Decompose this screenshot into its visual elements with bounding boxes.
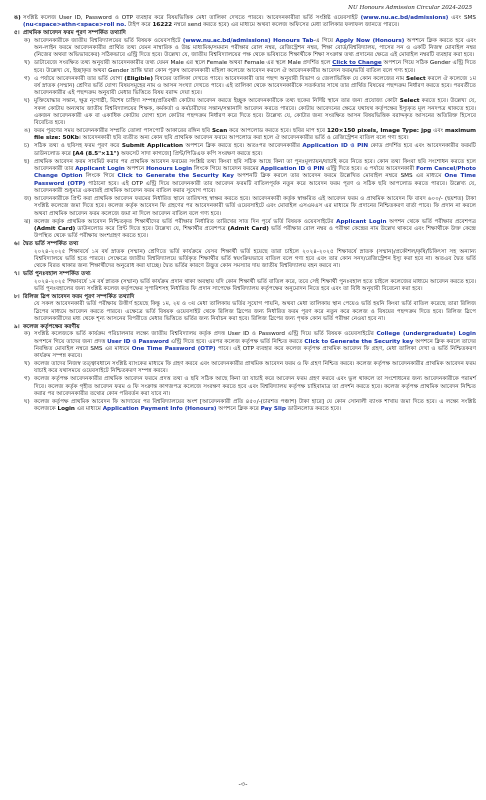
paragraph: [14, 143, 476, 158]
text-run: কলেজ তাদের নিজস্ব তত্ত্বাবধানে সংশ্লিষ্ট ব্যাংকের মাধ্যমে ফি গ্রহণ করবে এবং আবেদনকারীর প্রাথমিক আবেদন ফরম ও ফি গ্রহণ নিশ্চিত করবে। কলেজ কর্তৃপক্ষ আবেদনকারীর প্রাথমিক আবেদন ফরম যাচাই করে যথাসময়ে ওয়েবসাইটে নিশ্চিতকরণ সম্পন্ন করবে।: [34, 361, 476, 375]
text-run: ডাটাবেজে সংরক্ষিত তথ্য অনুযায়ী আবেদনকারীর তথ্য যেমন Male এর স্থলে Female অথবা Female এর স্থলে Male প্রদর্শিত হলে: [34, 60, 333, 67]
highlight-text: Apply Now (Honours): [335, 37, 405, 44]
item-number: ৯।: [14, 323, 20, 330]
text-run: লিংকে গিয়ে: [82, 173, 118, 180]
highlight-text: Application ID ও PIN: [260, 166, 325, 173]
text-run: অপশনে ক্লিক করতে হবে এবং অন-লাইন ফরমে আবেদনকারীর প্রার্থিত তথ্য যেমন নাম্বারিক ও উচ্চ মাধ্যমিক/সমমান পরীক্ষার রোল নম্বর, রেজিস্ট্রেশন নম্বর, শিক্ষা বোর্ড/বিশ্ববিদ্যালয়, পাসের সন ও একটি নিজস্ব মোবাইল নম্বর (নিজের অথবা অভিভাবকের) সঠিকভাবে এন্ট্রি দিতে হবে। উল্লেখ্য যে, জাতীয় বিশ্ববিদ্যালয়ের পক্ষ থেকে ভবিষ্যতে শিক্ষার্থীকে শিক্ষা সংক্রান্ত তথ্য প্রদানের ক্ষেত্রে এই মোবাইল নম্বরটি ব্যবহার করা হবে।: [34, 37, 476, 59]
section-heading: [14, 241, 476, 248]
paragraph: [14, 60, 476, 75]
item-number: ঙ): [24, 128, 31, 135]
paragraph: [14, 15, 476, 30]
paragraph: [14, 361, 476, 376]
item-number: গ): [24, 75, 30, 82]
paragraph: [14, 301, 476, 323]
document-body: [14, 15, 476, 414]
bold-text: maximum file size: 50Kb: [34, 128, 476, 142]
item-number: ৫।: [14, 30, 20, 37]
text-run: দ্বৈত ভর্তি সম্পর্কিত তথ্য: [23, 241, 79, 248]
text-run: সংশ্লিষ্ট কলেজ User ID, Password ও OTP ব্যবহার করে বিষয়ভিত্তিক মেধা তালিকা দেখতে পারবে। আবেদনকারীরা ভর্তি সংশ্লিষ্ট ওয়েবসাইট: [23, 15, 361, 21]
text-run: প্রাথমিক আবেদন ফরম সাবমিট করার পর প্রাথমিক আবেদন ফরমের সংশ্লিষ্ট তথ্য কিংবা ছবি সঠিক আছে কিনা তা পুনঃমূল্যায়ন/যাচাই করে নিতে হবে। কোন তথ্য কিংবা ছবি সংশোধন করতে হলে আবেদনকারী তার: [34, 158, 476, 173]
text-run: টাইপ করে: [126, 22, 153, 29]
highlight-text: Honours Login: [146, 166, 193, 173]
text-run: কলেজ কর্তৃপক্ষের করণীয়: [23, 323, 80, 330]
bold-text: (Admit Card): [227, 225, 269, 232]
text-run: এন্ট্রি দিতে হবে। এ পর্যায়ে আবেদনকারী: [324, 166, 417, 173]
paragraph: [14, 399, 476, 414]
highlight-text: Pay Slip: [260, 406, 286, 413]
text-run: অপশন থেকে ভর্তি পরীক্ষার প্রবেশপত্র: [386, 218, 476, 225]
highlight-text: One Time Password (OTP): [34, 173, 476, 187]
text-run: ভর্তি পরীক্ষার রোল নম্বর ও পরীক্ষা কেন্দ্রের নাম উল্লেখ থাকবে এবং শিক্ষার্থীকে উক্ত কেন্দ্রে উপস্থিত থেকে ভর্তি পরীক্ষায় অংশগ্রহণ করতে হবে।: [34, 225, 476, 240]
bold-text: 120×150 pixels, Image Type: jpg: [326, 128, 432, 135]
item-number: চ): [24, 143, 30, 150]
text-run: লিংকে গিয়ে আবেদন ফরমের: [192, 166, 261, 173]
bold-text: Select: [406, 75, 426, 82]
highlight-text: (www.nu.ac.bd/admissions): [360, 15, 449, 21]
highlight-text: Applicant Login: [336, 218, 387, 225]
highlight-text: Click to Generate the Security key: [304, 338, 414, 345]
text-run: নম্বরে send করতে হবে) এর মাধ্যমে অথবা কলেজ অফিসের মেধা তালিকার ফলাফল জানতে পারবে।: [172, 22, 400, 29]
paragraph: [14, 76, 476, 98]
item-number: ক): [24, 37, 31, 44]
highlight-text: (nu<space>athn<space>roll no.: [23, 22, 127, 29]
item-number: ৬।: [14, 241, 20, 248]
text-run: বিষয়ের তালিকা দেখতে পাবে। আবেদনকারী তার পছন্দ অনুযায়ী বিভাগ ও জেলাভিত্তিক যে কোন কলেজের নাম: [152, 75, 407, 82]
text-run: অপশনে: [124, 166, 147, 173]
item-number: ঘ): [24, 399, 30, 406]
page-number: -৩-: [238, 780, 248, 788]
text-run: অপশনে গিয়ে সঠিক Gender এন্ট্রি দিতে হবে। উল্লেখ্য যে, ইচ্ছাকৃত অথবা Gender ভ্রান্তি দ্বারা কোন পুরুষ আবেদনকারী মহিলা কলেজে আবেদন করলে ঐ আবেদনকারীর আবেদন ফরম/ভর্তি বাতিল বলে গণ্য হবে।: [34, 60, 476, 74]
text-run: আবেদনকারীকে জাতীয় বিশ্ববিদ্যালয়ের ভর্তি বিষয়ক ওয়েবসাইটে: [34, 37, 183, 44]
bold-text: Login: [57, 406, 75, 413]
text-run: করতে হবে। উল্লেখ্য যে, সকল কোটায় অন্যথায় জাতীয় বিশ্ববিদ্যালয়ের শিক্ষক, কর্মকর্তা ও কর্মচারীদের সন্তান/সন্তানাদি আবেদন করতে পারবে। কোটায় আবেদনের ক্ষেত্রে যথাযথ কর্তৃপক্ষের ইস্যুকৃত মূল সনদপত্র থাকতে হবে। একজন আবেদনকারী এক বা একাধিক কোটায় যোগ্য হলে কোটার পছন্দক্রম নির্ধারণ করে দিতে হবে। উল্লেখ্য যে, কোটার জন্য সংরক্ষিত আসন বিষয়ভিত্তিক বরাদ্দকৃত আসনের অতিরিক্ত হিসেবে বিবেচিত হবে।: [34, 98, 476, 127]
text-run: এবং SMS: [448, 15, 476, 21]
text-run: অপশনে ক্লিক করে: [216, 406, 261, 413]
item-number: খ): [24, 60, 30, 67]
text-run: সংশ্লিষ্ট কলেজকে ভর্তি কার্যক্রম পরিচালনার লক্ষ্যে জাতীয় বিশ্ববিদ্যালয় কর্তৃক প্রদত্ত User ID ও Password এন্ট্রি দিয়ে ভর্তি বিষয়ক ওয়েবসাইটের: [34, 331, 377, 338]
paragraph: [14, 128, 476, 143]
running-header: NU Honours Admission Circular 2024-2025: [348, 5, 472, 11]
item-number: ঙ): [14, 15, 21, 21]
item-number: জ): [24, 196, 32, 202]
text-run: প্রাথমিক আবেদন ফরম পূরণ সম্পর্কিত তথ্যাদি: [23, 30, 126, 37]
text-run: -এ গিয়ে: [313, 37, 336, 44]
text-run: ভর্তি পুনঃবহাল সম্পর্কিত তথ্য: [23, 271, 91, 278]
text-run: অফসেট সাদা কাগজে] প্রিন্ট/পিডিএফ কপি সংরক্ষণ করতে হবে।: [119, 150, 263, 157]
text-run: পাবে। এই OTP ব্যবহার করে কলেজ কর্তৃপক্ষ প্রাথমিক আবেদন ফি গ্রহণ, মেধা তালিকা দেখা ও ভর্তি নিশ্চিতকরণ কার্যক্রম সম্পন্ন করবে।: [34, 345, 476, 360]
item-number: ক): [24, 331, 31, 338]
bold-text: 16222: [152, 22, 173, 29]
highlight-text: Form Cancel/Photo Change Option: [34, 166, 477, 180]
link-text[interactable]: Click to Change: [332, 60, 382, 67]
text-run: করে আপলোড করতে হবে। ছবির মাপ হবে: [227, 128, 327, 135]
paragraph: [14, 219, 476, 241]
text-run: কলেজ কর্তৃক প্রাথমিক আবেদন নিশ্চিতকৃত শিক্ষার্থীদের ভর্তি পরীক্ষার নির্ধারিত তারিখের সাত দিন পূর্বে ভর্তি বিষয়ক ওয়েবসাইটের: [34, 218, 337, 225]
text-run: কলেজ কর্তৃপক্ষ প্রাথমিক আবেদন ফি আদায়ের পর বিশ্ববিদ্যালয়ের অংশ [আবেদনকারী প্রতি ৪৫০/-(চারশত পঞ্চাশ) টাকা হারে] যে কোন সোনালী ব্যাংক শাখায় জমা দিতে হবে। এ লক্ষ্যে সংশ্লিষ্ট কলেজকে: [34, 399, 476, 413]
bold-text: (Admit Card): [34, 225, 76, 232]
text-run: ২০২৪-২০২৫ শিক্ষাবর্ষে ১ম বর্ষ স্নাতক (সম্মান) শ্রেণিতে ভর্তি কার্যক্রমে যেসব শিক্ষার্থী ভর্তি হয়েছে তারা চাইলে ২০২৪-২০২৫ শিক্ষাবর্ষে স্নাতক (সম্মান)/প্রকৌশল/কৃষি/চিকিৎসা সহ অন্যান্য বিশ্ববিদ্যালয়ে ভর্তি হতে পারবে। সেক্ষেত্রে জাতীয় বিশ্ববিদ্যালয়ে ভর্তিকৃত শিক্ষার্থীর ভর্তি স্বয়ংক্রিয়ভাবে বাতিল বলে গণ্য হবে এবং তার কোন সনদ/রেজিস্ট্রেশন ইস্যু করা হবে না। অতএব দ্বৈত ভর্তি থেকে বিরত থাকার জন্য শিক্ষার্থীদের অনুরোধ করা যাচ্ছে। দ্বৈত ভর্তির কারণে উদ্ভূত কোন সমস্যার দায় জাতীয় বিশ্ববিদ্যালয় বহন করবে না।: [34, 248, 476, 270]
text-run: যে সকল আবেদনকারী ভর্তি পরীক্ষায় উত্তীর্ণ হয়েছে কিন্তু ১ম, ২য় ও ৩য় মেধা তালিকায় ভর্তির সুযোগ পায়নি, অথবা মেধা তালিকায় স্থান পেয়েও ভর্তি হয়নি কিংবা ভর্তি বাতিল করেছে তারা রিলিজ স্লিপের মাধ্যমে আবেদন করতে পারবে। এক্ষেত্রে ভর্তি বিষয়ক ওয়েবসাইট থেকে রিলিজ স্লিপের জন্য নির্ধারিত ফরম পূরণ করে নতুন করে কলেজ ও বিষয়ের পছন্দক্রম দিতে হবে। রিলিজ স্লিপে আবেদনকারীদের মধ্য থেকে শূন্য আসনের বিপরীতে মেধার ভিত্তিতে ভর্তির জন্য নির্বাচন করা হবে। রিলিজ স্লিপের জন্য পৃথক কোন ভর্তি পরীক্ষা নেওয়া হবে না।: [34, 301, 476, 322]
bold-text: Select: [399, 98, 420, 105]
item-number: গ): [24, 376, 30, 383]
text-run: ডাউনলোড করতে হবে।: [285, 406, 342, 413]
text-run: ডাউনলোড করে প্রিন্ট দিতে হবে। উল্লেখ্য যে, শিক্ষার্থীর প্রবেশপত্র: [75, 225, 228, 232]
item-number: খ): [24, 361, 30, 368]
text-run: এর মাধ্যমে: [74, 406, 103, 413]
paragraph: [14, 279, 476, 294]
highlight-text: (www.nu.ac.bd/admissions) Honours Tab: [182, 37, 314, 44]
highlight-text: One Time Password (OTP): [131, 345, 216, 352]
paragraph: [14, 249, 476, 271]
text-run: এবং: [431, 128, 445, 135]
highlight-text: College (undergraduate) Login: [376, 331, 476, 338]
text-run: । আবেদনকারী ছবি ব্যতীত অন্য কোন ছবি প্রাথমিক আবেদন ফরমে আপলোড করা হলে ঐ আবেদনকারীর ভর্তি ও রেজিস্ট্রেশন বাতিল বলে গণ্য হবে।: [78, 135, 409, 142]
text-run: রিলিজ স্লিপ আবেদন ফরম পূরণ সম্পর্কিত তথ্যাদি: [23, 293, 135, 300]
text-run: সঠিক তথ্য ও ছবিসহ ফরম পূরণ করে: [34, 143, 122, 150]
highlight-text: Click to Generate the Security Key: [117, 173, 234, 180]
paragraph: [14, 159, 476, 196]
paragraph: [14, 331, 476, 360]
text-run: ফরম পূরণের সময় আবেদনকারীর সম্প্রতি তোলা পাসপোর্ট আকারের রঙ্গিন ছবি: [34, 128, 212, 135]
text-run: ২০২৪-২০২৫ শিক্ষাবর্ষে ১ম বর্ষ স্নাতক (সম্মান) ভর্তি কার্যক্রম প্রদান থাকা অবস্থায় যদি কোন শিক্ষার্থী ভর্তি বাতিল করে, তবে সেই শিক্ষার্থী পুনঃবহাল হতে চাইলে কলেজের মাধ্যমে আবেদন করতে হবে। ভর্তি পুনঃবহালের জন্য সংশ্লিষ্ট কলেজ কর্তৃপক্ষের সুপারিশসহ নির্ধারিত ফি প্রদান সাপেক্ষে বিশ্ববিদ্যালয় কর্তৃপক্ষের অনুমোদন নিতে হবে এবং তা বিধি অনুযায়ী বিবেচনা করা হবে।: [34, 278, 476, 292]
text-run: কলেজ কর্তৃপক্ষ আবেদনকারীর প্রাথমিক আবেদন ফরমে প্রদত্ত তথ্য ও ছবি সঠিক আছে কিনা তা যাচাই করে আবেদন ফরম গ্রহণ করবে এবং ভুল থাকলে তা সংশোধনের জন্য আবেদনকারীকে পরামর্শ দিবে। কলেজ কর্তৃক গৃহীত আবেদন ফরম ও ফি সংক্রান্ত কাগজপত্র কলেজে সংরক্ষণ করতে হবে এবং বিশ্ববিদ্যালয় কর্তৃপক্ষ চাহিবামাত্র তা প্রদর্শন করতে হবে। কলেজ কর্তৃপক্ষ প্রাথমিক আবেদন নিশ্চিত করার পর আবেদনকারীর তথ্যের কোন পরিবর্তন করা যাবে না।: [34, 376, 476, 398]
text-run: মুক্তিযোদ্ধার সন্তান, ক্ষুদ্র নৃগোষ্ঠী, বিশেষ চাহিদা সম্পন্ন/প্রতিবন্ধী কোটায় আবেদন করতে ইচ্ছুক আবেদনকারীকে তথ্য ছকের নির্দিষ্ট স্থানে তার জন্য প্রযোজ্য কোটা: [34, 98, 400, 105]
section-heading: [14, 30, 476, 37]
paragraph: [14, 376, 476, 398]
highlight-text: Applicant Login: [75, 166, 125, 173]
text-run: অপশনটি ক্লিক করলে তার আবেদন ফরমে উল্লেখিত মোবাইল নম্বরে SMS এর মাধ্যমে: [233, 173, 445, 180]
item-number: ঝ): [24, 218, 31, 225]
item-number: ৮।: [14, 293, 20, 300]
text-run: করলে ঐ কলেজে ১ম বর্ষ স্নাতক (সম্মান) শ্রেণির ভর্তি যোগ্য বিষয়সমূহের নাম ও আসন সংখ্যা দেখতে পাবে। এই তালিকা থেকে আবেদনকারীকে সতর্কতার সাথে তার প্রার্থিত বিষয়ের পছন্দক্রম নির্ধারণ করতে হবে। পরবর্তীতে আবেদনকারীর এই পছন্দক্রম অনুযায়ী মেধার ভিত্তিতে বিষয় বরাদ্দ দেয়া হবে।: [34, 75, 476, 97]
bold-text: Submit Application: [121, 143, 184, 150]
text-run: এন্ট্রি দিতে হবে। এরপর কলেজ কর্তৃপক্ষ ভর্তি নিশ্চিত করতে: [168, 338, 305, 345]
text-run: অপশনে ক্লিক করলে তাদের নিবন্ধিত মোবাইল নম্বরে SMS এর মাধ্যমে: [34, 338, 477, 352]
text-run: অপশনে গিয়ে তাদের জন্য প্রদত্ত: [34, 338, 108, 345]
item-number: ঘ): [24, 98, 30, 105]
section-heading: [14, 294, 476, 301]
text-run: কোড প্রদর্শিত হবে এবং আবেদনকারীর ফরমটি ডাউনলোড করে: [34, 143, 476, 157]
text-run: পাঠানো হবে। এই OTP এন্ট্রি দিয়ে আবেদনকারী তার আবেদন ফরমটি বাতিলপূর্বক নতুন করে আবেদন ফরম পূরণ ও সঠিক ছবি আপলোড করতে পারবে। উল্লেখ্য যে, আবেদনকারী শুধুমাত্র একবারই প্রাথমিক আবেদন ফরম বাতিল করার সুযোগ পাবে।: [34, 180, 476, 195]
highlight-text: User ID ও Password: [107, 338, 169, 345]
highlight-text: Application ID ও PIN: [302, 143, 369, 150]
paragraph: [14, 196, 476, 218]
highlight-text: Application Payment Info (Honours): [102, 406, 217, 413]
text-run: এ পর্যায়ে আবেদনকারী তার ভর্তি যোগ্য: [34, 75, 125, 82]
item-number: ৭।: [14, 271, 20, 278]
bold-text: Scan: [212, 128, 228, 135]
paragraph: [14, 38, 476, 60]
item-number: ছ): [24, 158, 30, 165]
text-run: অপশনে ক্লিক করতে হবে। অতঃপর আবেদনকারীর: [183, 143, 303, 150]
paragraph: [14, 98, 476, 127]
bold-text: (Eligible): [124, 75, 153, 82]
text-run: আবেদনকারীকে প্রিন্ট করা প্রাথমিক আবেদন ফরমের নির্ধারিত স্থানে তারিখসহ স্বাক্ষর করতে হবে। আবেদনকারী কর্তৃক স্বাক্ষরিত এই আবেদন ফরম ও প্রাথমিক আবেদন ফি বাবদ ৬০০/- (ছয়শত) টাকা সংশ্লিষ্ট কলেজে জমা দিতে হবে। কলেজ কর্তৃক আবেদন ফি গ্রহণের পর আবেদনকারী ভর্তি ওয়েবসাইটে এবং মোবাইল এসএমএস এর মাধ্যমে ফি প্রদানের নিশ্চিতকরণ বার্তা পাবে। ফি প্রদান না করলে অথবা প্রাথমিক আবেদন ফরম কলেজে জমা না দিলে আবেদন বাতিল বলে গণ্য হবে।: [34, 196, 476, 217]
bold-text: [A4 (8.5"×11"): [72, 150, 120, 157]
section-heading: [14, 271, 476, 278]
